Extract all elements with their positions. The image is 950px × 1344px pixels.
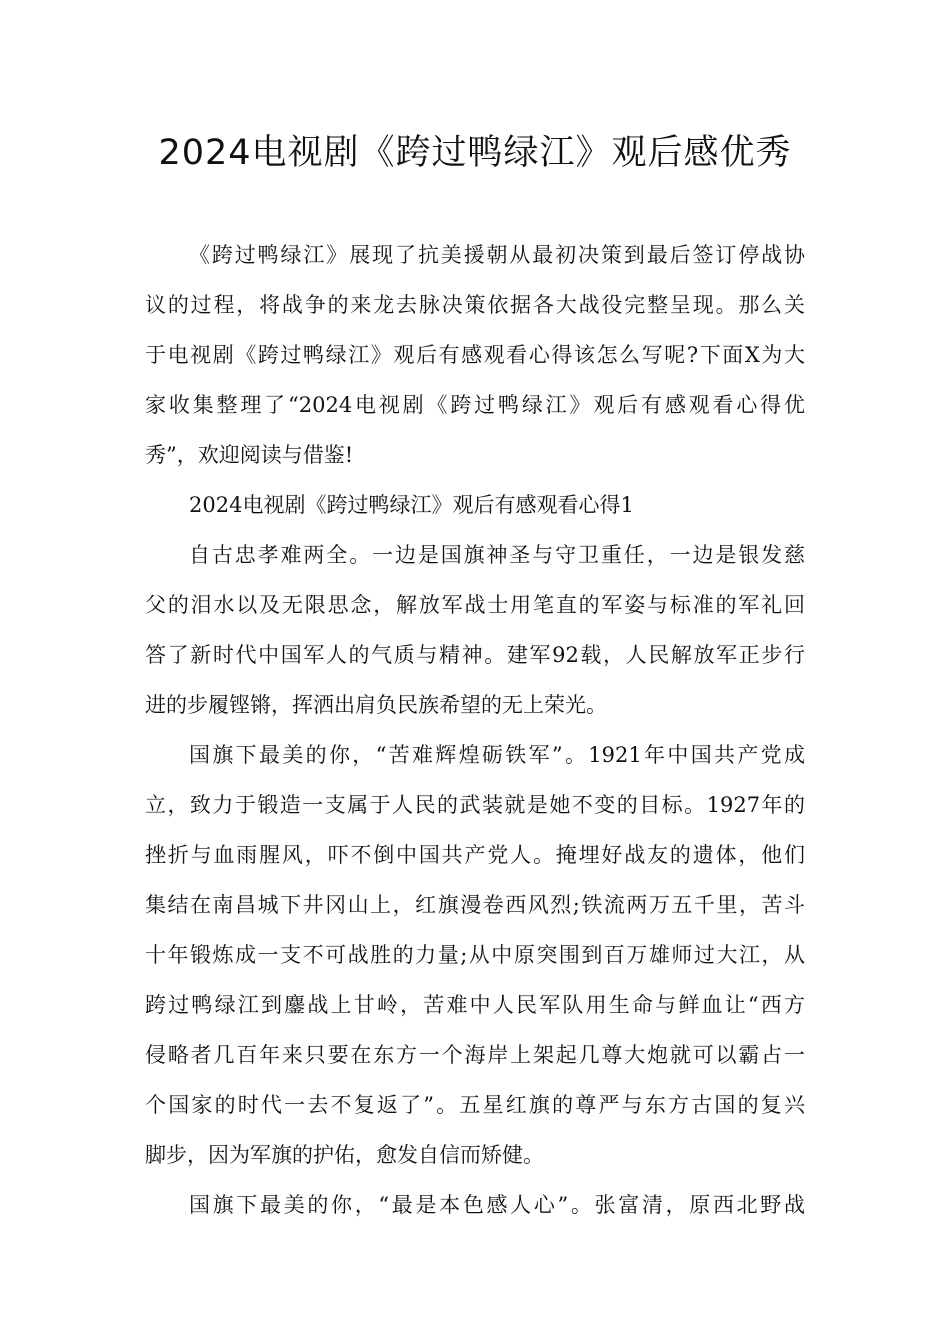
document-body: [145, 230, 805, 1230]
text-line: 脚步，因为军旗的护佑，愈发自信而矫健。: [145, 1143, 544, 1167]
text-line: 个国家的时代一去不复返了”。五星红旗的尊严与东方古国的复兴: [145, 1093, 805, 1117]
text-line: 进的步履铿锵，挥洒出肩负民族希望的无上荣光。: [145, 693, 607, 717]
text-line: 父的泪水以及无限思念，解放军战士用笔直的军姿与标准的军礼回: [145, 593, 805, 617]
text-line: 于电视剧《跨过鸭绿江》观后有感观看心得该怎么写呢?下面X为大: [145, 343, 805, 367]
text-line: 答了新时代中国军人的气质与精神。建军92载，人民解放军正步行: [145, 643, 805, 667]
text-line: 议的过程，将战争的来龙去脉决策依据各大战役完整呈现。那么关: [145, 293, 805, 317]
document-title: 2024电视剧《跨过鸭绿江》观后感优秀: [158, 133, 792, 173]
text-line: 家收集整理了“2024电视剧《跨过鸭绿江》观后有感观看心得优: [145, 393, 805, 417]
section-heading: 2024电视剧《跨过鸭绿江》观后有感观看心得1: [189, 493, 634, 517]
text-line: 国旗下最美的你，“最是本色感人心”。张富清，原西北野战: [189, 1193, 805, 1217]
text-line: 立，致力于锻造一支属于人民的武装就是她不变的目标。1927年的: [145, 793, 805, 817]
text-line: 秀”，欢迎阅读与借鉴!: [145, 443, 354, 467]
text-line: 自古忠孝难两全。一边是国旗神圣与守卫重任，一边是银发慈: [189, 543, 805, 567]
text-line: 国旗下最美的你，“苦难辉煌砺铁军”。1921年中国共产党成: [189, 743, 805, 767]
text-line: 集结在南昌城下井冈山上，红旗漫卷西风烈;铁流两万五千里，苦斗: [145, 893, 805, 917]
text-line: 《跨过鸭绿江》展现了抗美援朝从最初决策到最后签订停战协: [189, 243, 805, 267]
text-line: 挫折与血雨腥风，吓不倒中国共产党人。掩埋好战友的遗体，他们: [145, 843, 805, 867]
text-line: 十年锻炼成一支不可战胜的力量;从中原突围到百万雄师过大江，从: [145, 943, 805, 967]
text-line: 侵略者几百年来只要在东方一个海岸上架起几尊大炮就可以霸占一: [145, 1043, 805, 1067]
text-line: 跨过鸭绿江到鏖战上甘岭，苦难中人民军队用生命与鲜血让“西方: [145, 993, 805, 1017]
